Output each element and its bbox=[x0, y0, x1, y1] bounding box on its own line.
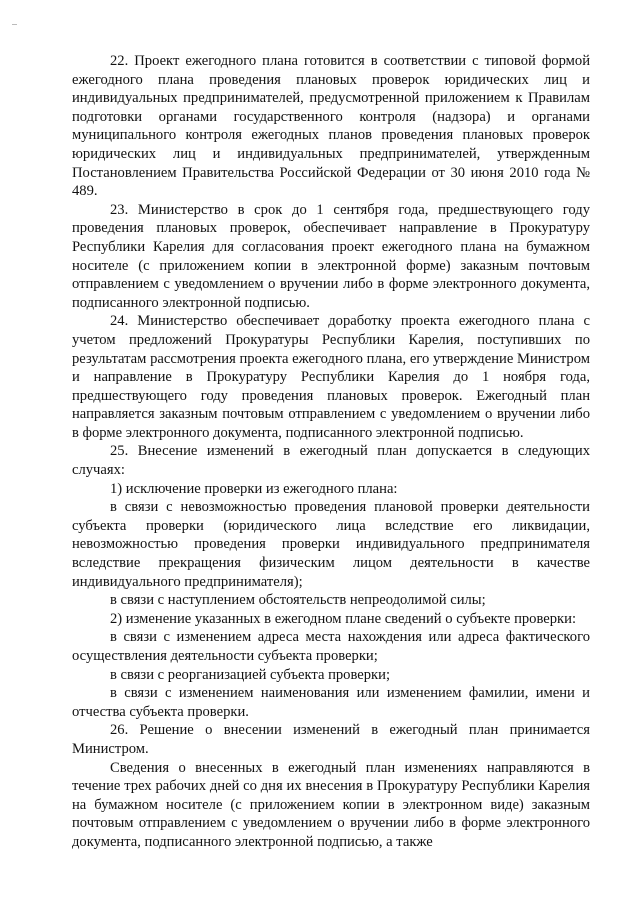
scan-speck bbox=[12, 24, 17, 25]
paragraph-25: 25. Внесение изменений в ежегодный план допускается в следующих случаях: bbox=[72, 443, 590, 479]
paragraph-24: 24. Министерство обеспечивает доработку проекта ежегодного плана с учетом предложений Прокуратуры Республики Карелия, поступивших по результатам рассмотрения проекта ежегодного плана, его утверждение Министром и направление в Прокуратуру Республики Карелия до 1 ноября года, предшествующего году проведения плановых проверок. Ежегодный план направляется заказным почтовым отправлением с уведомлением о вручении либо в форме электронного документа, подписанного электронной подписью. bbox=[72, 313, 590, 441]
paragraph-25-item-2-case-b: в связи с реорганизацией субъекта проверки; bbox=[110, 666, 391, 683]
paragraph-23: 23. Министерство в срок до 1 сентября года, предшествующего году проведения плановых проверок, обеспечивает направление в Прокуратуру Республики Карелия для согласования проект ежегодного плана на бумажном носителе (с приложением копии в электронной форме) заказным почтовым отправлением с уведомлением о вручении либо в форме электронного документа, подписанного электронной подписью. bbox=[72, 201, 590, 311]
paragraph-25-item-1: 1) исключение проверки из ежегодного плана: bbox=[110, 480, 398, 497]
paragraph-22: 22. Проект ежегодного плана готовится в соответствии с типовой формой ежегодного плана проведения плановых проверок юридических лиц и индивидуальных предпринимателей, предусмотренной приложением к Правилам подготовки органами государственного контроля (надзора) и органами муниципального контроля ежегодных планов проведения плановых проверок юридических лиц и индивидуальных предпринимателей, утвержденным Постановлением Правительства Российской Федерации от 30 июня 2010 года № 489. bbox=[72, 53, 590, 200]
paragraph-26: 26. Решение о внесении изменений в ежегодный план принимается Министром. bbox=[72, 722, 590, 757]
paragraph-25-item-2-case-c: в связи с изменением наименования или изменением фамилии, имени и отчества субъекта проверки. bbox=[72, 685, 590, 720]
paragraph-25-item-2-case-a: в связи с изменением адреса места нахождения или адреса фактического осуществления деятельности субъекта проверки; bbox=[72, 629, 590, 664]
paragraph-26-continuation: Сведения о внесенных в ежегодный план изменениях направляются в течение трех рабочих дней со дня их внесения в Прокуратуру Республики Карелия на бумажном носителе (с приложением копии в электронном виде) заказным почтовым отправлением с уведомлением о вручении либо в форме электронного документа, подписанного электронной подписью, а также bbox=[72, 759, 590, 850]
document-page bbox=[72, 52, 590, 852]
paragraph-25-item-1-case-b: в связи с наступлением обстоятельств непреодолимой силы; bbox=[110, 592, 486, 609]
paragraph-25-item-1-case-a: в связи с невозможностью проведения плановой проверки деятельности субъекта проверки (юридического лица вследствие его ликвидации, невозможностью проведения проверки индивидуального предпринимателя вследствие прекращения физическим лицом деятельности в качестве индивидуального предпринимателя); bbox=[72, 499, 590, 590]
paragraph-25-item-2: 2) изменение указанных в ежегодном плане сведений о субъекте проверки: bbox=[110, 610, 577, 627]
